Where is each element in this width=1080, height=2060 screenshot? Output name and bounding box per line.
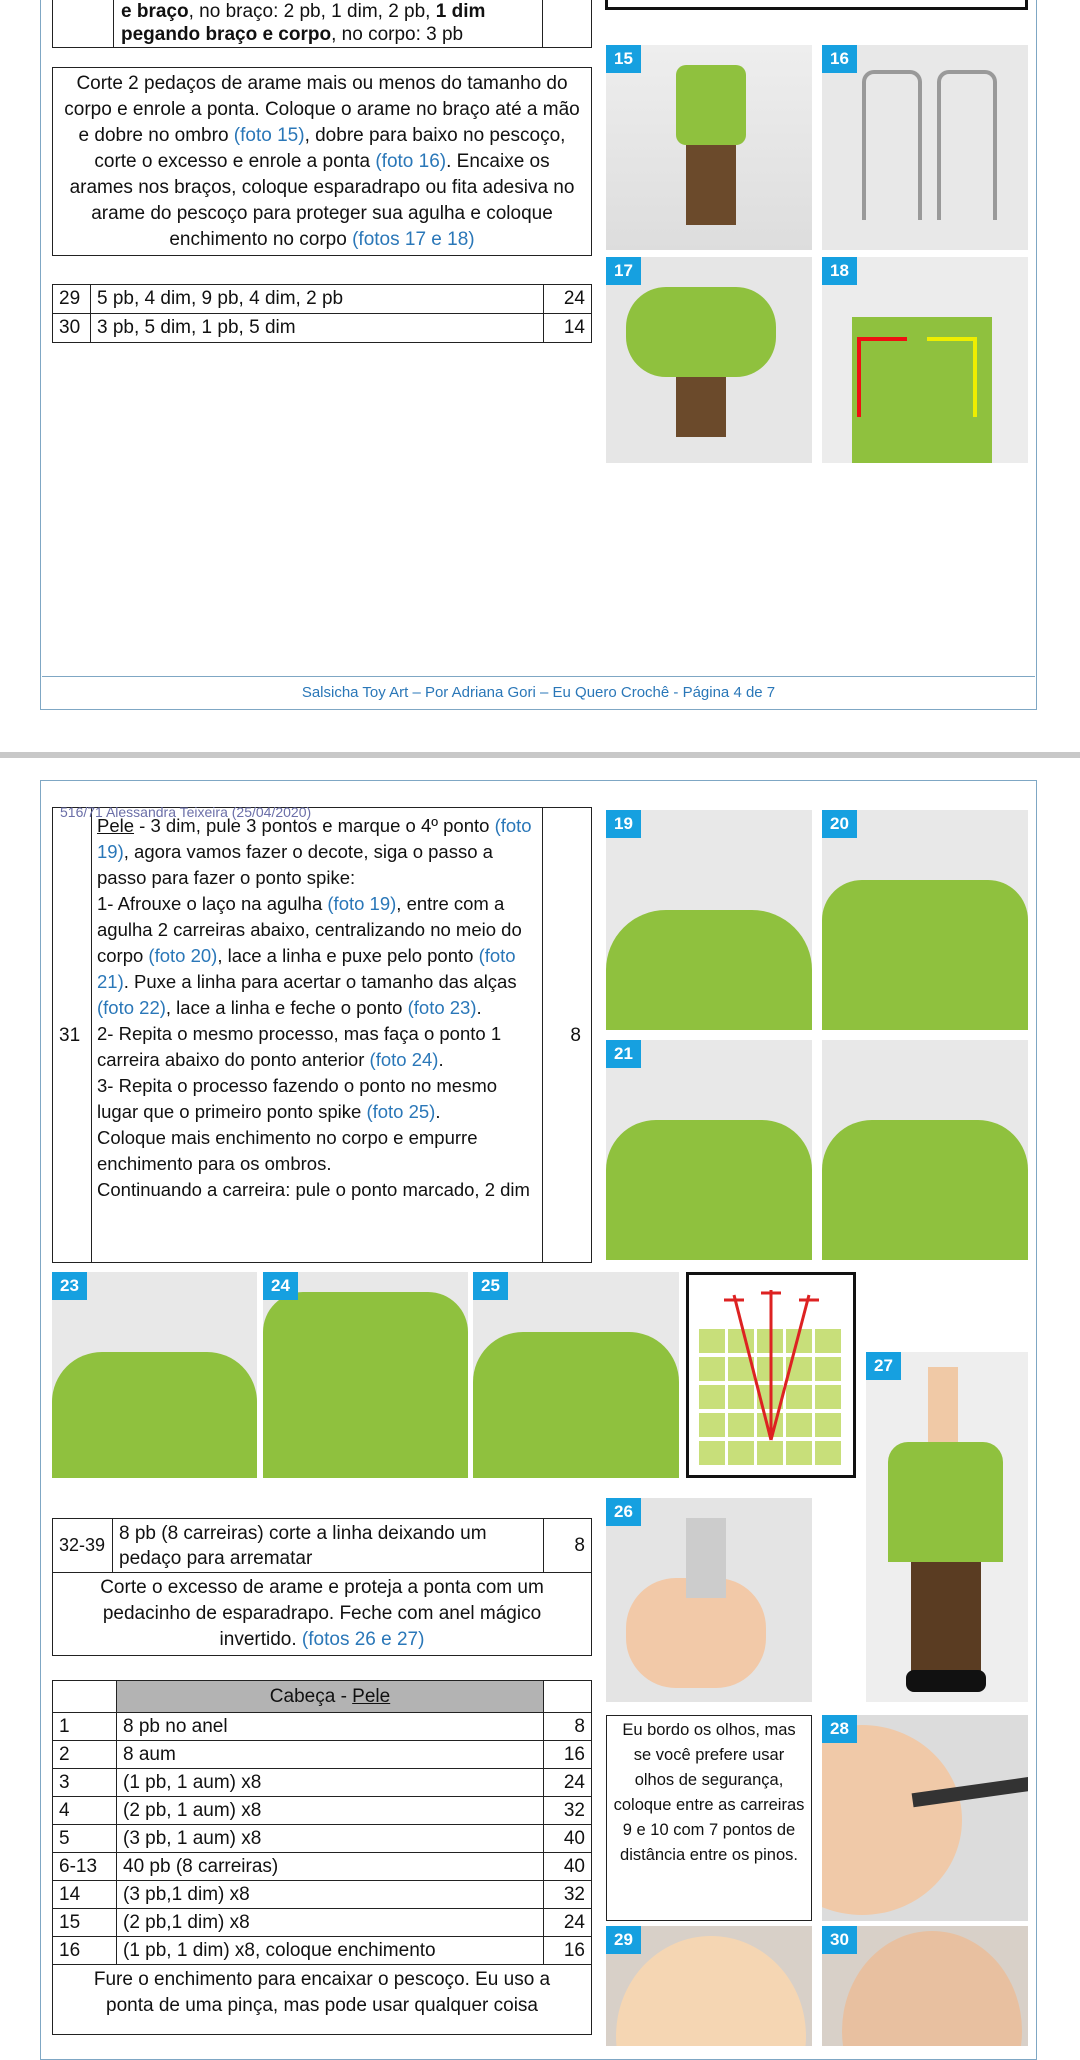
row-text: e braço, no braço: 2 pb, 1 dim, 2 pb, 1 dim pegando braço e corpo, no corpo: 3 pb <box>121 1 486 45</box>
text-run: . <box>435 1101 441 1122</box>
photo-25: 25 <box>473 1272 679 1478</box>
photo-reference: (foto 20) <box>148 945 218 966</box>
table-row: 30 3 pb, 5 dim, 1 pb, 5 dim 14 <box>53 314 592 343</box>
table-row: 29 5 pb, 4 dim, 9 pb, 4 dim, 2 pb 24 <box>53 285 592 314</box>
row-31 <box>52 807 592 1263</box>
photo-24: 24 <box>263 1272 468 1478</box>
cell-n: 14 <box>53 1881 117 1909</box>
table-row <box>53 1909 592 1937</box>
table-row <box>53 1797 592 1825</box>
photo-reference: (foto 23) <box>407 997 477 1018</box>
photo-17: 17 <box>606 257 812 463</box>
photo-30: 30 <box>822 1926 1028 2046</box>
table-row <box>53 1741 592 1769</box>
table-row: 32-39 8 pb (8 carreiras) corte a linha deixando um pedaço para arrematar 8 <box>53 1519 592 1573</box>
cell-desc: 8 aum <box>117 1741 544 1769</box>
text-run: - 3 dim, pule 3 pontos e marque o 4º ponto <box>134 815 495 836</box>
rows-29-30 <box>52 284 592 343</box>
spike-lines <box>689 1275 853 1475</box>
table-row: Fure o enchimento para encaixar o pescoço. Eu uso a ponta de uma pinça, mas pode usar qualquer coisa <box>53 1965 592 2035</box>
cell-desc: 8 pb no anel <box>117 1713 544 1741</box>
cell-desc: (3 pb,1 dim) x8 <box>117 1881 544 1909</box>
photo-reference: (foto 21) <box>97 945 516 992</box>
eye-note: Eu bordo os olhos, mas se você prefere usar olhos de segurança, coloque entre as carreiras 9 e 10 com 7 pontos de distância entre os pinos. <box>606 1715 812 1921</box>
cell-desc: (1 pb, 1 dim) x8, coloque enchimento <box>117 1937 544 1965</box>
cell-count: 32 <box>544 1797 592 1825</box>
cell-desc: (2 pb,1 dim) x8 <box>117 1909 544 1937</box>
cell-n: 3 <box>53 1769 117 1797</box>
photo-reference: (foto 25) <box>366 1101 436 1122</box>
cell-n: 15 <box>53 1909 117 1937</box>
pele-label: Pele <box>97 815 135 836</box>
photo-reference: (foto 24) <box>369 1049 439 1070</box>
spike-stitch-diagram <box>686 1272 856 1478</box>
text-run: . <box>476 997 482 1018</box>
cell-count: 16 <box>544 1937 592 1965</box>
cell-n: 4 <box>53 1797 117 1825</box>
photo-20: 20 <box>822 810 1028 1030</box>
photo-22 <box>822 1040 1028 1260</box>
cell-count: 40 <box>544 1853 592 1881</box>
text-run: . <box>438 1049 444 1070</box>
photo-reference: (foto 19) <box>327 893 397 914</box>
table-row <box>53 1769 592 1797</box>
photo-19: 19 <box>606 810 812 1030</box>
cell-n: 1 <box>53 1713 117 1741</box>
text-run: Coloque mais enchimento no corpo e empurre enchimento para os ombros. <box>97 1127 478 1174</box>
watermark: 516/71 Alessandra Teixeira (25/04/2020) <box>60 804 312 820</box>
cell-desc: (1 pb, 1 aum) x8 <box>117 1769 544 1797</box>
cell-desc: (3 pb, 1 aum) x8 <box>117 1825 544 1853</box>
text-run: , lace a linha e puxe pelo ponto <box>217 945 479 966</box>
row-count: 8 <box>570 1025 581 1046</box>
top-row-continuation <box>52 0 592 48</box>
text-run: . Puxe a linha para acertar o tamanho das alças <box>123 971 517 992</box>
cell-desc: 40 pb (8 carreiras) <box>117 1853 544 1881</box>
cell-n: 5 <box>53 1825 117 1853</box>
head-table <box>52 1680 592 2035</box>
page-footer-line <box>42 676 1035 677</box>
cell-count: 16 <box>544 1741 592 1769</box>
text-run: , entre com a agulha 2 carreiras abaixo, centralizando no meio do corpo <box>97 893 522 966</box>
photo-27: 27 <box>866 1352 1028 1702</box>
text-run: Continuando a carreira: pule o ponto marcado, 2 dim <box>97 1179 530 1200</box>
photo-23: 23 <box>52 1272 257 1478</box>
photo-16: 16 <box>822 45 1028 250</box>
table-row <box>53 1825 592 1853</box>
row-31-text <box>97 813 537 1203</box>
text-run: , agora vamos fazer o decote, siga o passo a passo para fazer o ponto spike: <box>97 841 493 888</box>
wire-instructions: Corte 2 pedaços de arame mais ou menos do tamanho do corpo e enrole a ponta. Coloque o arame no braço até a mão e dobre no ombro (foto 15), dobre para baixo no pescoço, corte o excesso e enrole a ponta (foto 16). Encaixe os arames nos braços, coloque esparadrapo ou fita adesiva no arame do pescoço para proteger sua agulha e coloque enchimento no corpo (fotos 17 e 18) <box>52 67 592 256</box>
row-32-39 <box>52 1518 592 1656</box>
top-right-box <box>605 0 1028 10</box>
page-footer: Salsicha Toy Art – Por Adriana Gori – Eu Quero Crochê - Página 4 de 7 <box>301 684 776 701</box>
cell-count: 8 <box>544 1713 592 1741</box>
cell-count: 32 <box>544 1881 592 1909</box>
photo-reference: (foto 19) <box>97 815 532 862</box>
table-header: Cabeça - Pele <box>53 1681 592 1713</box>
text-run: 1- Afrouxe o laço na agulha <box>97 893 328 914</box>
photo-18: 18 <box>822 257 1028 463</box>
text-run: 3- Repita o processo fazendo o ponto no mesmo lugar que o primeiro ponto spike <box>97 1075 498 1122</box>
cell-n: 6-13 <box>53 1853 117 1881</box>
table-row <box>53 1937 592 1965</box>
photo-28: 28 <box>822 1715 1028 1921</box>
cell-count: 24 <box>544 1909 592 1937</box>
text-run: , lace a linha e feche o ponto <box>165 997 408 1018</box>
photo-26: 26 <box>606 1498 812 1702</box>
cell-n: 16 <box>53 1937 117 1965</box>
photo-29: 29 <box>606 1926 812 2046</box>
photo-15: 15 <box>606 45 812 250</box>
table-row: Corte o excesso de arame e proteja a ponta com um pedacinho de esparadrapo. Feche com anel mágico invertido. (fotos 26 e 27) <box>53 1573 592 1656</box>
text-run: 2- Repita o mesmo processo, mas faça o ponto 1 carreira abaixo do ponto anterior <box>97 1023 502 1070</box>
photo-reference: (foto 22) <box>97 997 166 1018</box>
table-row <box>53 1713 592 1741</box>
page-separator <box>0 752 1080 758</box>
photo-21: 21 <box>606 1040 812 1260</box>
cell-desc: (2 pb, 1 aum) x8 <box>117 1797 544 1825</box>
cell-count: 24 <box>544 1769 592 1797</box>
cell-n: 2 <box>53 1741 117 1769</box>
table-row <box>53 1853 592 1881</box>
cell-count: 40 <box>544 1825 592 1853</box>
row-number: 31 <box>59 1025 81 1046</box>
table-row <box>53 1881 592 1909</box>
